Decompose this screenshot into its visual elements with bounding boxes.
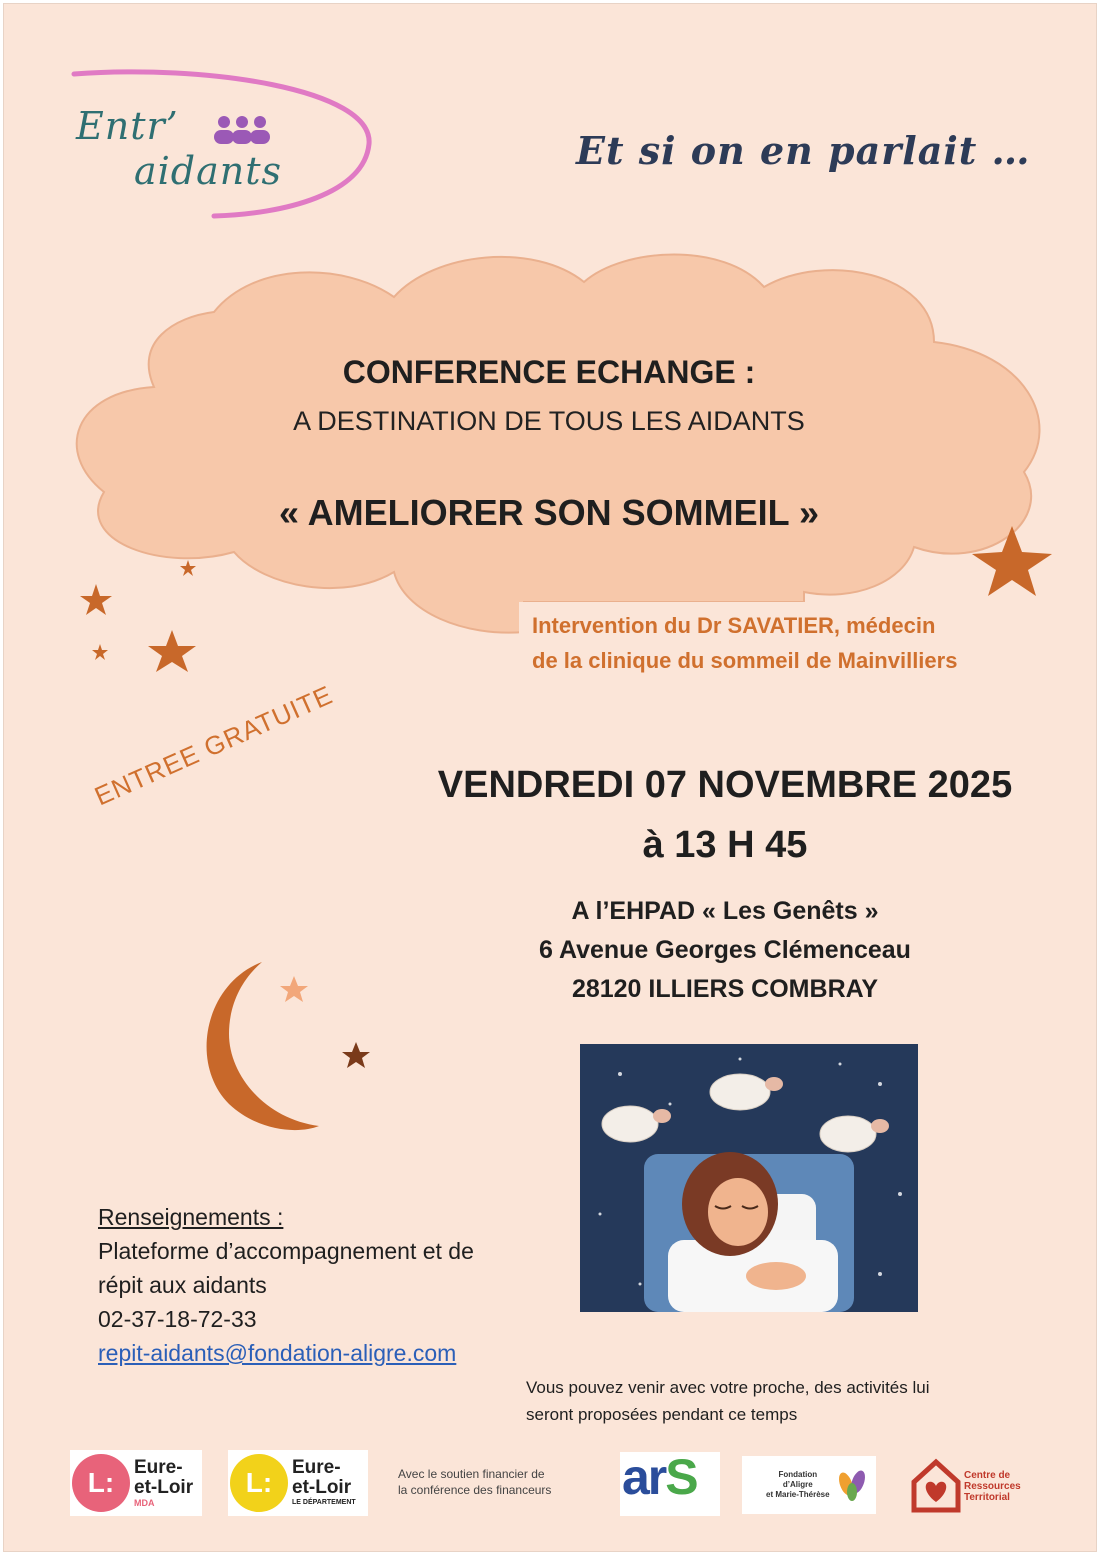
logo-text-entr: Entr’: [76, 104, 179, 148]
house-heart-icon: [908, 1456, 964, 1514]
leaf-icon: [834, 1466, 870, 1502]
people-icon: [210, 114, 274, 150]
event-date: VENDREDI 07 NOVEMBRE 2025: [437, 764, 1013, 806]
companion-note: Vous pouvez venir avec votre proche, des activités lui seront proposées pendant ce temps: [526, 1378, 930, 1424]
poster: [4, 4, 1096, 1551]
conference-title: CONFERENCE ECHANGE :: [342, 354, 756, 390]
eure-mda-circle-icon: L:: [72, 1454, 130, 1512]
ars-logo: arS: [620, 1452, 720, 1516]
contact-phone: 02-37-18-72-33: [98, 1306, 257, 1332]
eure-dep-circle-icon: L:: [230, 1454, 288, 1512]
cloud-shape: [64, 242, 1064, 662]
contact-heading: Renseignements :: [98, 1204, 284, 1230]
moon-icon: [184, 954, 384, 1139]
contact-block: Renseignements : Plateforme d’accompagnement et de répit aux aidants 02-37-18-72-33 repit-aidants@fondation-aligre.com: [98, 1200, 474, 1370]
intervention-text: Intervention du Dr SAVATIER, médecin de la clinique du sommeil de Mainvilliers: [532, 613, 958, 673]
free-entry-label: ENTREE GRATUITE: [90, 679, 338, 812]
contact-email-link[interactable]: repit-aidants@fondation-aligre.com: [98, 1340, 457, 1366]
fondation-aligre-logo: Fondation d’Aligre et Marie-Thérèse: [742, 1456, 876, 1514]
eure-et-loir-departement-logo: L: Eure- et-Loir LE DÉPARTEMENT: [228, 1450, 368, 1516]
event-time: à 13 H 45: [642, 824, 808, 866]
logo-text-aidants: aidants: [134, 149, 283, 193]
conference-theme: « AMELIORER SON SOMMEIL »: [278, 492, 820, 533]
centre-ressources-logo-text: Centre de Ressources Territorial: [964, 1470, 1021, 1503]
financial-support-text: Avec le soutien financier de la conférence des financeurs: [398, 1467, 552, 1497]
sleeping-woman-illustration: [580, 1044, 918, 1312]
eure-et-loir-mda-logo: L: Eure- et-Loir MDA: [70, 1450, 202, 1516]
tagline: Et si on en parlait …: [576, 128, 1031, 173]
star-right-icon: [972, 522, 1056, 598]
event-address: A l’EHPAD « Les Genêts » 6 Avenue Georges Clémenceau 28120 ILLIERS COMBRAY: [539, 897, 911, 1003]
conference-subtitle: A DESTINATION DE TOUS LES AIDANTS: [293, 406, 805, 436]
stars-left-icon: [74, 552, 214, 682]
